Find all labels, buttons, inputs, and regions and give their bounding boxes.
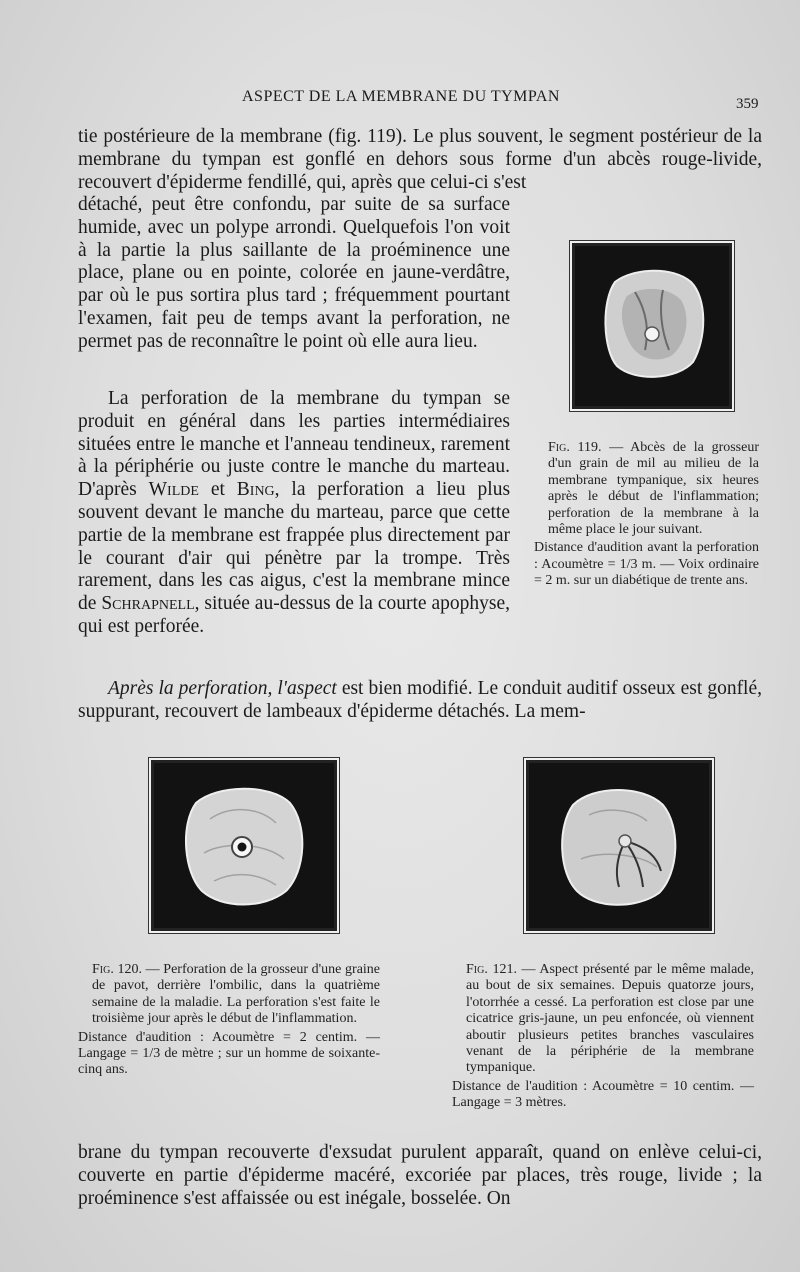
- author-wilde: Wilde: [148, 479, 199, 501]
- figure-120-note: Distance d'audition : Acoumètre = 2 centim. — Langage = 1/3 de mètre ; sur un homme de soixante-cinq ans.: [78, 1029, 380, 1078]
- left-paragraph-2-a: La perforation de la membrane du tympan se produit en général dans les parties intermédiaires situées entre le manche et l'anneau tendineux, rarement à la périphérie ou juste contre le manche du marteau. D'après: [78, 388, 510, 501]
- author-bing: Bing: [236, 479, 275, 501]
- top-paragraph: tie postérieure de la membrane (fig. 119). Le plus souvent, le segment postérieur de la membrane du tympan est gonflé en dehors sous forme d'un abcès rouge-livide, recouvert d'épiderme fendillé, qui, après que celui-ci s'est: [78, 126, 762, 193]
- running-title: ASPECT DE LA MEMBRANE DU TYMPAN: [242, 88, 560, 105]
- figure-121-caption-text: [452, 962, 754, 1077]
- figure-119-caption-text: [534, 440, 759, 538]
- after-perforation-rest: est bien modifié. Le conduit auditif osseux est gonflé, suppurant, recouvert de lambeaux d'épiderme détachés. La mem-: [78, 678, 763, 722]
- after-perforation-italic: Après la perforation, l'aspect: [108, 678, 337, 699]
- left-paragraph-1: détaché, peut être confondu, par suite de sa surface humide, avec un polype arrondi. Quelquefois l'on voit à la partie la plus saillante de la proéminence une place, plane ou en pointe, colorée en jaune-verdâtre, par où le pus sortira plus tard ; fréquemment pourtant l'examen, fait peu de temps avant la perforation, ne permet pas de reconnaître le point où elle aura lieu.: [78, 194, 510, 352]
- figure-119-caption: [534, 440, 759, 590]
- figure-121-label: Fig. 121.: [466, 962, 517, 977]
- tympanic-membrane-abscess-drawing: [575, 246, 729, 406]
- figure-121-caption: [452, 962, 754, 1112]
- left-paragraph-2: [78, 388, 510, 639]
- figure-121-illustration: [526, 760, 712, 931]
- figure-121-description: — Aspect présenté par le même malade, au bout de six semaines. Depuis quatorze jours, l'otorrhée a cessé. La perforation est close par une cicatrice gris-jaune, un peu enfoncée, où viennent aboutir plusieurs petites branches vasculaires venant de la périphérie de la membrane tympanique.: [466, 962, 754, 1076]
- figure-120-label: Fig. 120.: [92, 962, 142, 977]
- figure-120-description: — Perforation de la grosseur d'une graine de pavot, derrière l'ombilic, dans la quatrième semaine de la maladie. La perforation s'est faite le troisième jour après le début de l'inflammation.: [92, 962, 381, 1027]
- author-schrapnell: Schrapnell: [101, 593, 195, 615]
- word-et: et: [210, 479, 225, 501]
- figure-120-illustration: [151, 760, 337, 931]
- figure-120-caption: [78, 962, 380, 1079]
- page-number: 359: [736, 96, 759, 112]
- figure-120-caption-text: [78, 962, 380, 1028]
- figure-119-note: Distance d'audition avant la perforation : Acoumètre = 1/3 m. — Voix ordinaire = 2 m. sur un diabétique de trente ans.: [534, 540, 759, 589]
- figure-119-illustration: [572, 243, 732, 409]
- left-paragraph-2-b: , la perforation a lieu plus souvent devant le manche du marteau, parce que cette partie de la membrane est frappée plus directement par le courant d'air qui pénètre par la trompe. Très rarement, dans les cas aigus, c'est la membrane mince de: [78, 479, 511, 615]
- tympanic-membrane-scar-drawing: [529, 763, 709, 928]
- after-perforation-paragraph: [78, 678, 762, 724]
- figure-121-note: Distance de l'audition : Acoumètre = 10 centim. — Langage = 3 mètres.: [452, 1078, 754, 1111]
- tympanic-membrane-perforation-drawing: [154, 763, 334, 928]
- running-head: [0, 88, 800, 112]
- left-paragraph-2-c: , située au-dessus de la courte apophyse, qui est perforée.: [78, 593, 511, 637]
- bottom-paragraph: brane du tympan recouverte d'exsudat purulent apparaît, quand on enlève celui-ci, couverte en partie d'épiderme macéré, excoriée par places, très rouge, livide ; la proéminence s'est affaissée ou est inégale, bosselée. On: [78, 1142, 762, 1209]
- figure-119-description: — Abcès de la grosseur d'un grain de mil au milieu de la membrane tympanique, six heures après le début de l'inflammation; perforation de la membrane à la même place le jour suivant.: [548, 440, 760, 538]
- figure-119-label: Fig. 119.: [548, 440, 602, 455]
